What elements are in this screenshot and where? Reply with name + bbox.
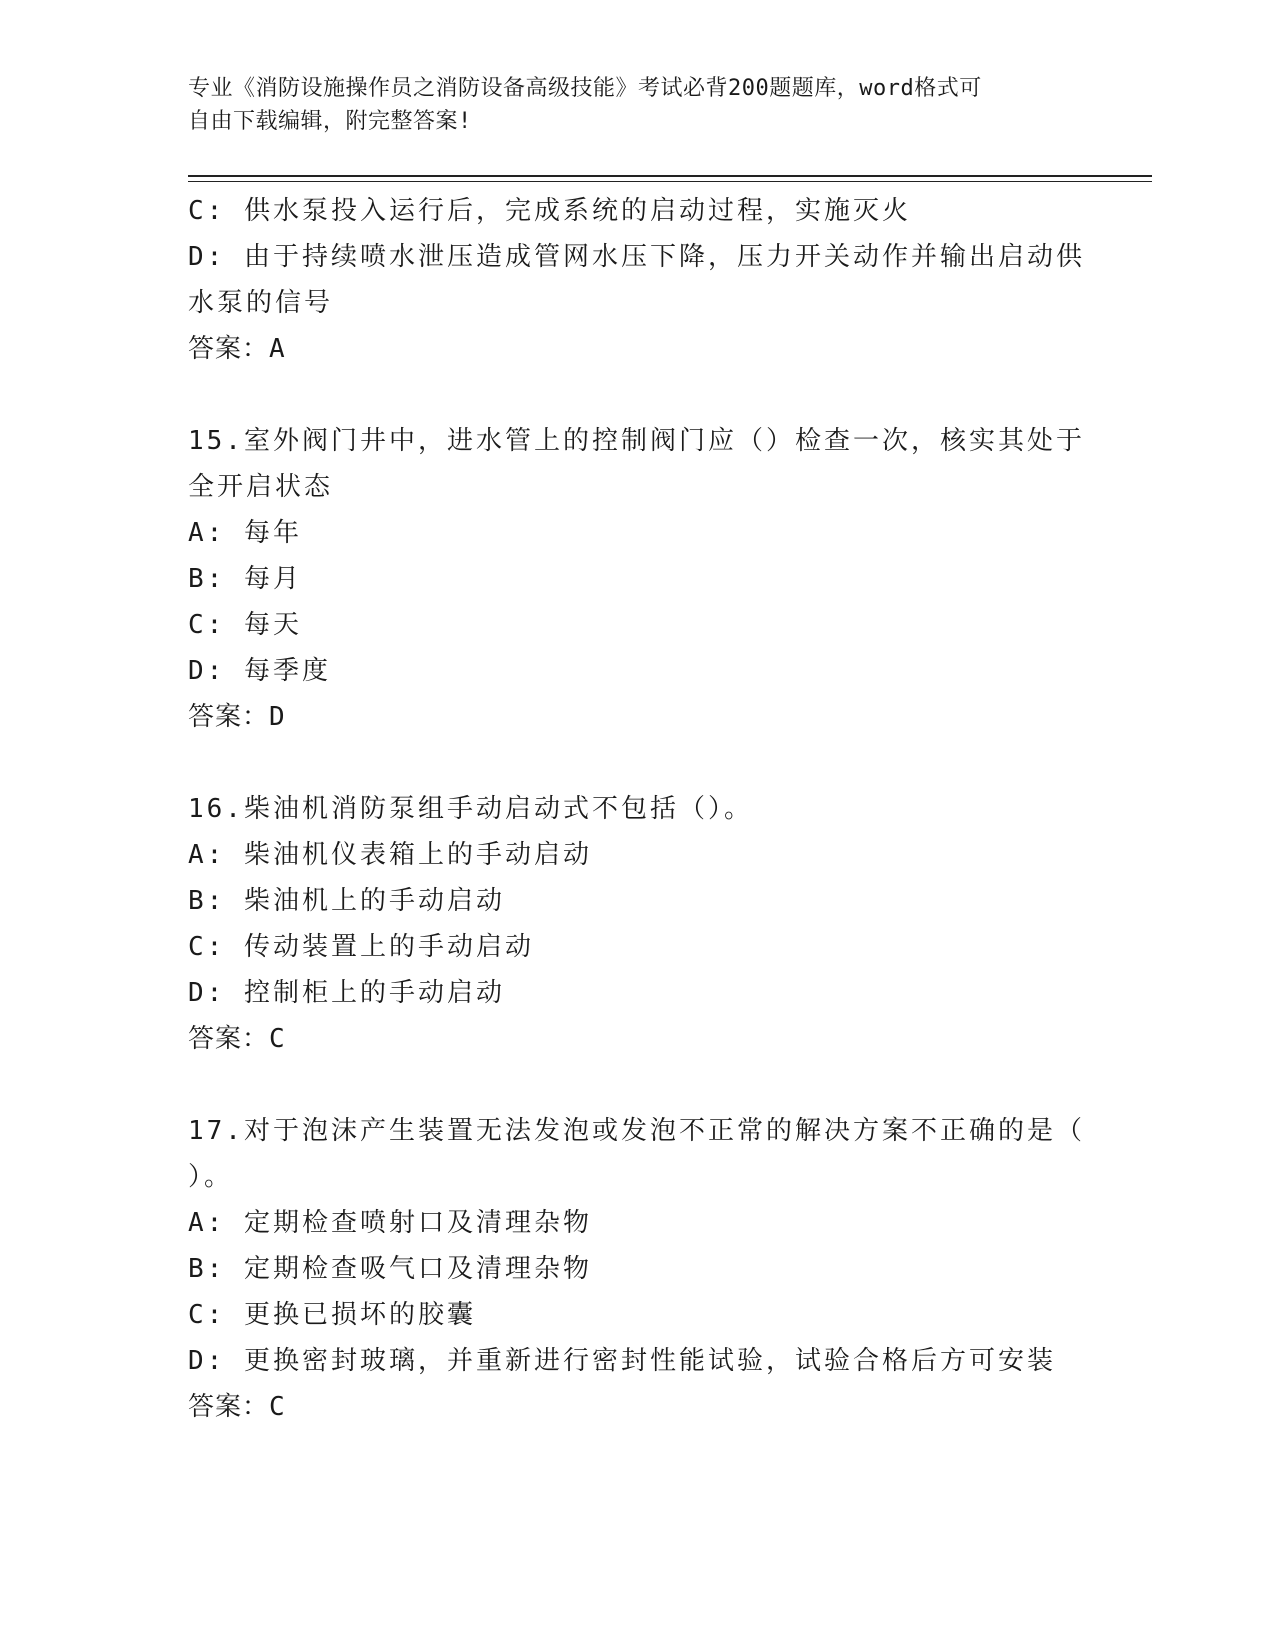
- option-b: B: 定期检查吸气口及清理杂物: [188, 1254, 592, 1284]
- answer-value: A: [269, 334, 286, 364]
- question-stem-line-2: ）。: [188, 1162, 234, 1192]
- option-d-line-2: 水泵的信号: [188, 288, 334, 318]
- answer-line: [188, 1384, 1088, 1430]
- option-a: A: 定期检查喷射口及清理杂物: [188, 1208, 592, 1238]
- option-a: A: 柴油机仪表箱上的手动启动: [188, 840, 592, 870]
- option-b: B: 每月: [188, 564, 302, 594]
- option-c: C: 传动装置上的手动启动: [188, 932, 534, 962]
- answer-value: C: [269, 1024, 286, 1054]
- answer-line: [188, 326, 1088, 372]
- answer-line: [188, 1016, 1088, 1062]
- question-stem-line-1: 16.柴油机消防泵组手动启动式不包括（）。: [188, 794, 753, 824]
- option-c: C: 每天: [188, 610, 302, 640]
- option-d: D: 控制柜上的手动启动: [188, 978, 505, 1008]
- question-16: [188, 786, 1088, 1062]
- option-d-line-1: D: 由于持续喷水泄压造成管网水压下降，压力开关动作并输出启动供: [188, 242, 1085, 272]
- answer-label: 答案：: [188, 1024, 270, 1054]
- option-b: B: 柴油机上的手动启动: [188, 886, 505, 916]
- answer-label: 答案：: [188, 334, 270, 364]
- answer-value: D: [269, 702, 286, 732]
- option-c: C: 供水泵投入运行后，完成系统的启动过程，实施灭火: [188, 196, 911, 226]
- question-stem-line-2: 全开启状态: [188, 472, 334, 502]
- question-stem-line-1: 17.对于泡沫产生装置无法发泡或发泡不正常的解决方案不正确的是（: [188, 1116, 1085, 1146]
- header-line-2: 自由下载编辑，附完整答案!: [188, 109, 472, 134]
- option-d: D: 每季度: [188, 656, 331, 686]
- spacer: [188, 740, 1088, 786]
- header-line-1: 专业《消防设施操作员之消防设备高级技能》考试必背200题题库，word格式可: [188, 76, 982, 101]
- document-header: [188, 72, 1078, 138]
- answer-label: 答案：: [188, 702, 270, 732]
- question-stem-line-1: 15.室外阀门井中，进水管上的控制阀门应（）检查一次，核实其处于: [188, 426, 1085, 456]
- header-divider-thick: [188, 175, 1152, 177]
- question-content: [188, 188, 1088, 1430]
- question-15: [188, 418, 1088, 740]
- spacer: [188, 1062, 1088, 1108]
- answer-label: 答案：: [188, 1392, 270, 1422]
- answer-value: C: [269, 1392, 286, 1422]
- answer-line: [188, 694, 1088, 740]
- spacer: [188, 372, 1088, 418]
- question-14-tail: [188, 188, 1088, 372]
- option-c: C: 更换已损坏的胶囊: [188, 1300, 476, 1330]
- question-17: [188, 1108, 1088, 1430]
- option-d: D: 更换密封玻璃，并重新进行密封性能试验，试验合格后方可安装: [188, 1346, 1056, 1376]
- header-divider-thin: [188, 181, 1152, 182]
- option-a: A: 每年: [188, 518, 302, 548]
